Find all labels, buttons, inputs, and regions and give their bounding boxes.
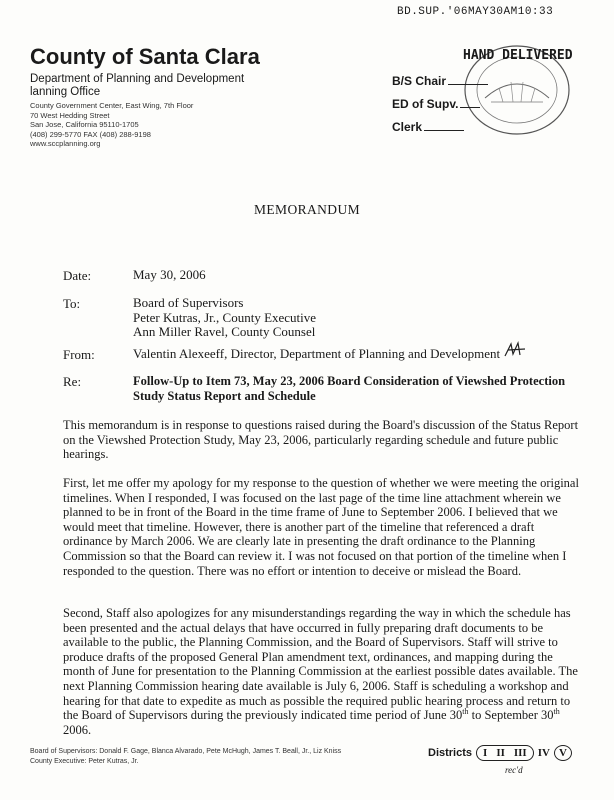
to-recipients	[133, 296, 316, 340]
districts-stamp	[428, 745, 572, 761]
district-number: V	[554, 745, 572, 761]
received-note: rec'd	[505, 765, 523, 775]
recipient: Peter Kutras, Jr., County Executive	[133, 309, 317, 325]
address-block	[30, 101, 193, 149]
memo-title: MEMORANDUM	[253, 202, 360, 217]
re-label: Re:	[63, 374, 82, 389]
hand-delivered-stamp: HAND DELIVERED	[463, 48, 573, 63]
re-subject: Follow-Up to Item 73, May 23, 2006 Board Consideration of Viewshed Protection Study Status Report and Schedule	[133, 374, 566, 403]
districts-label: Districts	[428, 747, 473, 759]
to-label: To:	[63, 296, 81, 311]
recipient: Ann Miller Ravel, County Counsel	[133, 324, 316, 339]
district-number: I	[483, 747, 488, 759]
initials-signature	[503, 340, 529, 360]
district-number: III	[513, 747, 527, 759]
routing-clerk: Clerk	[392, 111, 488, 134]
address-line: (408) 299-5770 FAX (408) 288-9198	[30, 129, 151, 139]
department-name: Department of Planning and Development	[30, 73, 245, 85]
office-name: lanning Office	[30, 86, 101, 98]
address-line: County Government Center, East Wing, 7th Floor	[30, 101, 194, 110]
department-block	[30, 73, 244, 99]
from-value: Valentin Alexeeff, Director, Department of Planning and Development	[133, 346, 501, 361]
date-value: May 30, 2006	[133, 267, 206, 282]
routing-block	[392, 65, 488, 134]
cc-line: Board of Supervisors: Donald F. Gage, Blanca Alvarado, Pete McHugh, James T. Beall, Jr., Liz Kniss	[30, 748, 342, 755]
districts-circled-group	[476, 745, 534, 761]
address-line: San Jose, California 95110-1705	[30, 120, 139, 130]
county-name: County of Santa Clara	[30, 44, 260, 69]
cc-list	[30, 747, 341, 766]
routing-chair: B/S Chair	[392, 65, 488, 88]
recipient: Board of Supervisors	[133, 295, 244, 310]
date-label: Date:	[63, 268, 92, 283]
address-line: 70 West Hedding Street	[30, 110, 110, 120]
address-line: www.sccplanning.org	[30, 139, 101, 149]
received-stamp: BD.SUP.'06MAY30AM10:33	[397, 6, 554, 18]
paragraph-1: This memorandum is in response to questions raised during the Board's discussion of the Status Report on the Viewshed Protection Study, May 23, 2006, particularly regarding schedule and future public hearings.	[63, 418, 579, 462]
district-number: II	[496, 747, 505, 759]
cc-line: County Executive: Peter Kutras, Jr.	[30, 757, 139, 765]
paragraph-2: First, let me offer my apology for my response to the question of whether we were meeting the original timelines. When I responded, I was focused on the last page of the time line attachment wherein we planned to be in front of the Board in the time frame of June to September 2006. I believed that we would meet that timeline. However, there is another part of the timeline that referenced a draft ordinance by March 2006. We are clearly late in presenting the draft ordinance to the Planning Commission so that the Board can review it. I was not focused on that portion of the timeline when I responded to the question. There was no effort or intention to deceive or mislead the Board.	[63, 476, 579, 578]
district-number: IV	[537, 747, 550, 759]
from-label: From:	[63, 347, 95, 362]
paragraph-3: Second, Staff also apologizes for any misunderstandings regarding the way in which the schedule has been presented and the actual delays that have occurred in fully preparing draft documents to be available to the public, the Planning Commission, and the Board of Supervisors. Staff will strive to produce drafts of the proposed General Plan amendment text, ordinances, and mapping during the month of June for presentation to the Planning Commission at the earliest possible dates available. The next Planning Commission hearing date available is July 6, 2006. Staff is scheduling a workshop and hearing for that date to expedite as much as possible the required public hearing process and return to the Board of Supervisors during the previously indicated time period of June 30th to September 30th 2006.	[63, 606, 578, 737]
routing-ed: ED of Supv.	[392, 88, 488, 111]
